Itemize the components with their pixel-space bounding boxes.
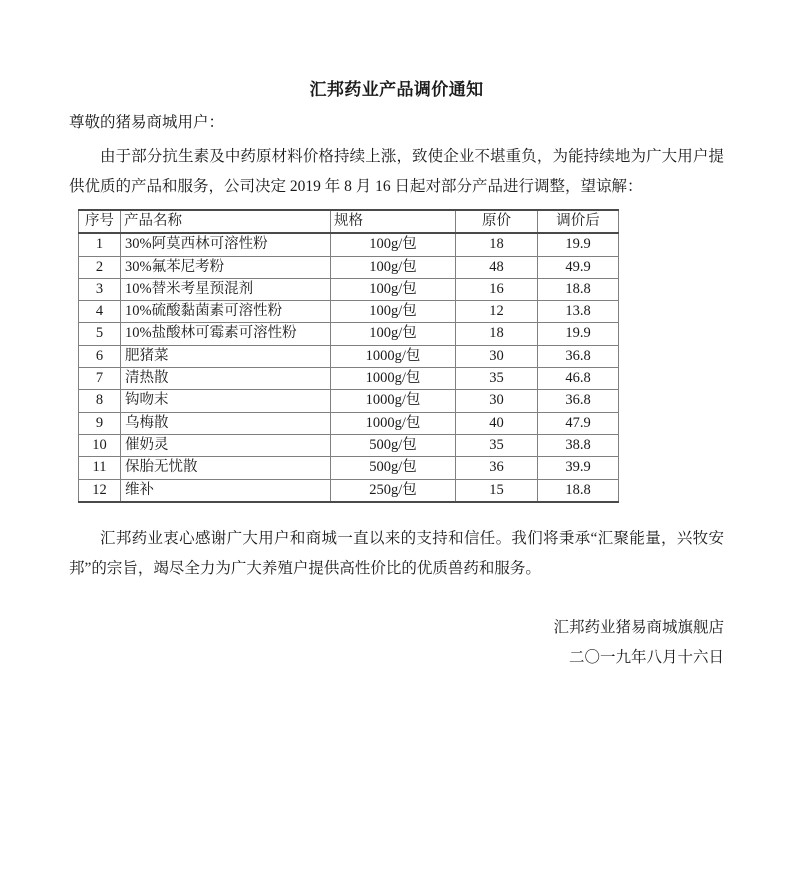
signature-date: 二〇一九年八月十六日	[568, 649, 724, 666]
column-header-index: 序号	[79, 210, 121, 233]
cell-index: 9	[79, 412, 121, 434]
cell-product-name: 催奶灵	[121, 434, 331, 456]
table-header	[79, 210, 619, 233]
cell-spec: 1000g/包	[331, 390, 456, 412]
table-row	[79, 412, 619, 434]
column-header-spec: 规格	[331, 210, 456, 233]
cell-product-name: 肥猪菜	[121, 345, 331, 367]
table-header-row	[79, 210, 619, 233]
cell-new-price: 18.8	[538, 479, 619, 502]
cell-new-price: 18.8	[538, 278, 619, 300]
table-row	[79, 323, 619, 345]
cell-product-name: 保胎无忧散	[121, 457, 331, 479]
column-header-name: 产品名称	[121, 210, 331, 233]
cell-index: 5	[79, 323, 121, 345]
cell-index: 7	[79, 368, 121, 390]
cell-new-price: 36.8	[538, 390, 619, 412]
column-header-new-price: 调价后	[538, 210, 619, 233]
table-row	[79, 457, 619, 479]
cell-product-name: 维补	[121, 479, 331, 502]
cell-index: 1	[79, 233, 121, 256]
cell-old-price: 40	[456, 412, 538, 434]
cell-product-name: 30%氟苯尼考粉	[121, 256, 331, 278]
table-row	[79, 301, 619, 323]
cell-spec: 1000g/包	[331, 345, 456, 367]
cell-new-price: 19.9	[538, 323, 619, 345]
intro-paragraph: 由于部分抗生素及中药原材料价格持续上涨，致使企业不堪重负，为能持续地为广大用户提供优质的产品和服务，公司决定 2019 年 8 月 16 日起对部分产品进行调整，望谅解：	[69, 148, 724, 195]
cell-spec: 250g/包	[331, 479, 456, 502]
cell-product-name: 10%替米考星预混剂	[121, 278, 331, 300]
cell-new-price: 49.9	[538, 256, 619, 278]
table-row	[79, 390, 619, 412]
cell-product-name: 30%阿莫西林可溶性粉	[121, 233, 331, 256]
column-header-old-price: 原价	[456, 210, 538, 233]
cell-old-price: 30	[456, 390, 538, 412]
cell-old-price: 30	[456, 345, 538, 367]
cell-old-price: 48	[456, 256, 538, 278]
page-title: 汇邦药业产品调价通知	[309, 80, 484, 99]
table-row	[79, 434, 619, 456]
cell-product-name: 10%盐酸林可霉素可溶性粉	[121, 323, 331, 345]
table-row	[79, 368, 619, 390]
cell-spec: 1000g/包	[331, 368, 456, 390]
cell-spec: 100g/包	[331, 233, 456, 256]
table-row	[79, 256, 619, 278]
cell-product-name: 钩吻末	[121, 390, 331, 412]
cell-index: 11	[79, 457, 121, 479]
cell-old-price: 35	[456, 368, 538, 390]
cell-product-name: 清热散	[121, 368, 331, 390]
cell-spec: 100g/包	[331, 256, 456, 278]
cell-new-price: 19.9	[538, 233, 619, 256]
cell-index: 12	[79, 479, 121, 502]
cell-index: 6	[79, 345, 121, 367]
cell-spec: 1000g/包	[331, 412, 456, 434]
cell-new-price: 13.8	[538, 301, 619, 323]
cell-spec: 500g/包	[331, 434, 456, 456]
cell-index: 8	[79, 390, 121, 412]
cell-new-price: 46.8	[538, 368, 619, 390]
cell-index: 3	[79, 278, 121, 300]
signature-company: 汇邦药业猪易商城旗舰店	[553, 619, 724, 636]
table-body	[79, 233, 619, 502]
cell-new-price: 39.9	[538, 457, 619, 479]
cell-index: 10	[79, 434, 121, 456]
table-row	[79, 233, 619, 256]
closing-paragraph: 汇邦药业衷心感谢广大用户和商城一直以来的支持和信任。我们将秉承“汇聚能量，兴牧安邦”的宗旨，竭尽全力为广大养殖户提供高性价比的优质兽药和服务。	[69, 530, 724, 577]
cell-spec: 100g/包	[331, 301, 456, 323]
cell-old-price: 15	[456, 479, 538, 502]
table-row	[79, 479, 619, 502]
cell-spec: 500g/包	[331, 457, 456, 479]
cell-new-price: 36.8	[538, 345, 619, 367]
price-adjustment-table	[78, 209, 619, 503]
cell-old-price: 35	[456, 434, 538, 456]
cell-new-price: 47.9	[538, 412, 619, 434]
cell-product-name: 10%硫酸黏菌素可溶性粉	[121, 301, 331, 323]
cell-index: 4	[79, 301, 121, 323]
cell-old-price: 18	[456, 233, 538, 256]
signature-block	[69, 613, 724, 673]
cell-old-price: 18	[456, 323, 538, 345]
table-row	[79, 345, 619, 367]
table-row	[79, 278, 619, 300]
cell-new-price: 38.8	[538, 434, 619, 456]
cell-old-price: 16	[456, 278, 538, 300]
cell-product-name: 乌梅散	[121, 412, 331, 434]
cell-index: 2	[79, 256, 121, 278]
cell-old-price: 36	[456, 457, 538, 479]
cell-spec: 100g/包	[331, 278, 456, 300]
cell-spec: 100g/包	[331, 323, 456, 345]
cell-old-price: 12	[456, 301, 538, 323]
salutation-text: 尊敬的猪易商城用户：	[69, 114, 225, 131]
